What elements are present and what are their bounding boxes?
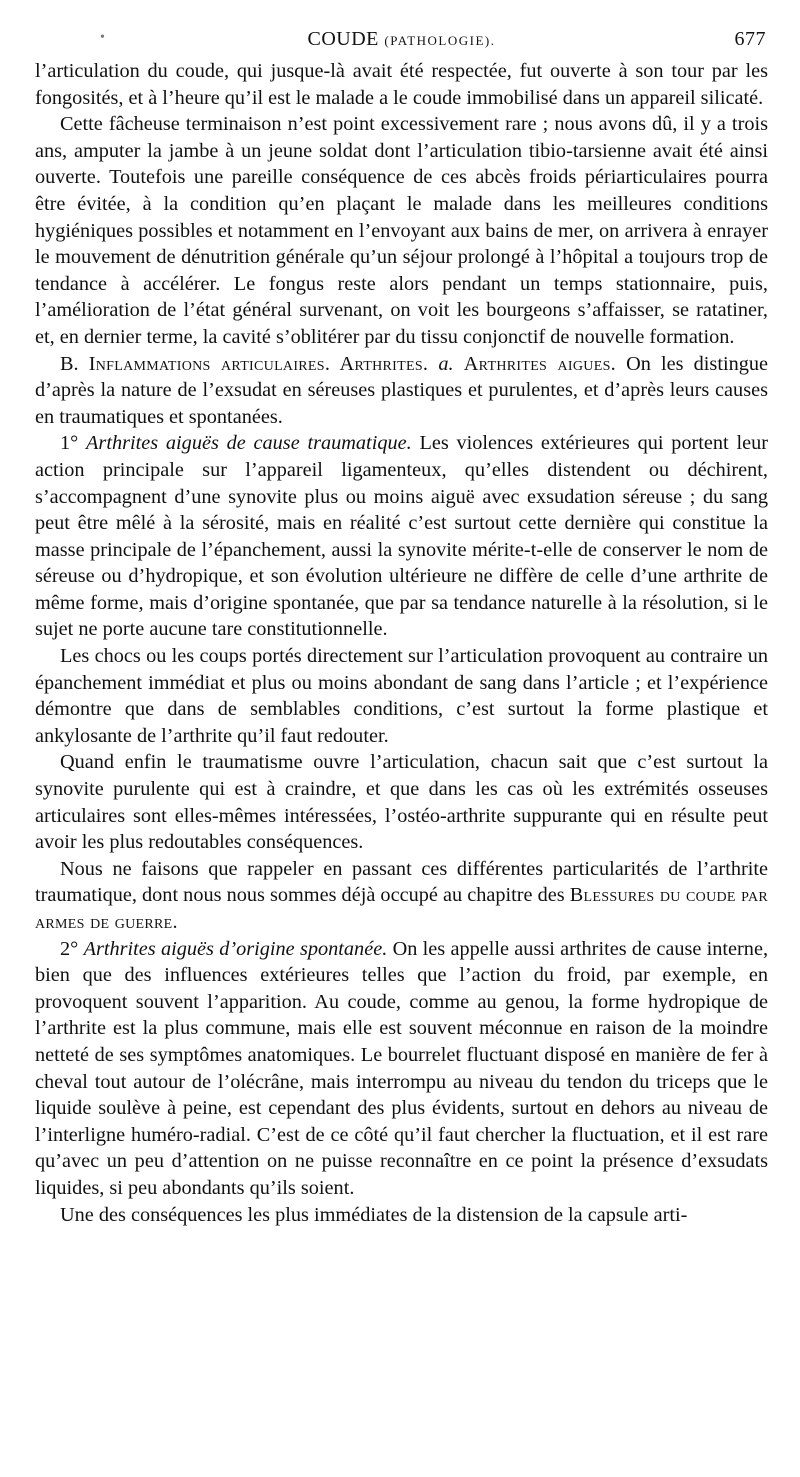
paragraph: [35, 749, 768, 855]
running-header: [35, 28, 768, 58]
item-heading: Arthrites aiguës de cause traumatique.: [86, 432, 412, 455]
item-number: 2°: [60, 937, 79, 960]
item-number: 1°: [60, 432, 79, 455]
paragraph: [35, 430, 768, 643]
paragraph-text: Les chocs ou les coups portés directement sur l’articulation provoquent au contraire un épanchement immédiat et plus ou moins abondant de sang dans l’article ; et l’expérience démontre que dans de semblables conditions, c’est surtout la forme plastique et ankylosante de l’arthrite qu’il faut redouter.: [35, 645, 768, 747]
running-title: [35, 28, 768, 51]
body-text: [35, 58, 768, 1228]
section-label: B.: [60, 352, 79, 375]
paragraph-text: l’articulation du coude, qui jusque-là avait été respectée, fut ouverte à son tour par les fongosités, et à l’heure qu’il est le malade a le coude immobilisé dans un appareil silicaté.: [35, 60, 768, 109]
section-heading: Inflammations articulaires. Arthrites.: [88, 352, 429, 375]
paragraph: [35, 936, 768, 1202]
paragraph-text: Nous ne faisons que rappeler en passant ces différentes particularités de l’arthrite traumatique, dont nous nous sommes déjà occupé au chapitre des: [35, 857, 768, 907]
paragraph-text: Une des conséquences les plus immédiates de la distension de la capsule arti-: [60, 1203, 688, 1226]
running-title-main: COUDE: [307, 28, 379, 50]
paragraph: [35, 643, 768, 749]
paragraph-text: Cette fâcheuse terminaison n’est point excessivement rare ; nous avons dû, il y a trois ans, amputer la jambe à un jeune soldat dont l’articulation tibio-tarsienne avait été ainsi ouverte. Toutefois une pareille conséquence de ces abcès froids périarticulaires pourra être évitée, à la condition qu’en plaçant le malade dans les meilleures conditions hygiéniques possibles et notamment en l’envoyant aux bains de mer, on arrivera à enrayer le mouvement de dénutrition générale qu’un séjour prolongé à l’hôpital a toujours trop de tendance à accélérer. Le fongus reste alors pendant un temps stationnaire, puis, l’amélioration de l’état général survenant, on voit les bourgeons s’affaisser, se ratatiner, et, en dernier terme, la cavité s’oblitérer par du tissu conjonctif de nouvelle formation.: [35, 113, 768, 348]
paragraph: [35, 58, 768, 111]
subsection-heading: Arthrites aigues.: [463, 352, 617, 375]
paragraph: [35, 351, 768, 431]
chapter-reference: Blessures du coude par armes de guerre.: [35, 884, 768, 933]
subsection-label: a.: [438, 352, 454, 375]
paragraph: [35, 856, 768, 936]
paragraph: [35, 111, 768, 350]
page-number: 677: [734, 28, 766, 50]
paragraph-text: Les violences extérieures qui portent leur action principale sur l’appareil ligamenteux, qu’elles distendent ou déchirent, s’accompagnent d’une synovite plus ou moins aiguë avec exsudation séreuse ; du sang peut être mêlé à la sérosité, mais en réalité c’est surtout cette dernière qui constitue la masse principale de l’épanchement, aussi la synovite mérite-t-elle de conserver le nom de séreuse ou d’hydropique, et son évolution ultérieure ne diffère de celle d’une arthrite de même forme, mais d’origine spontanée, que par sa tendance naturelle à la résolution, si le sujet ne porte aucune tare constitutionnelle.: [35, 432, 768, 641]
paragraph: [35, 1202, 768, 1229]
paragraph-text: Quand enfin le traumatisme ouvre l’articulation, chacun sait que c’est surtout la synovite purulente qui est à craindre, et que dans les cas où les extrémités osseuses articulaires sont elles-mêmes intéressées, l’ostéo-arthrite suppurante qui en résulte peut avoir les plus redoutables conséquences.: [35, 751, 768, 854]
paragraph-text: On les distingue d’après la nature de l’exsudat en séreuses plastiques et purulentes, et d’après leurs causes en traumatiques et spontanées.: [35, 352, 769, 428]
running-title-sub: (PATHOLOGIE).: [384, 33, 496, 48]
paragraph-text: On les appelle aussi arthrites de cause interne, bien que des influences extérieures telles que l’action du froid, par exemple, en provoquent souvent l’apparition. Au coude, comme au genou, la forme hydropique de l’arthrite est la plus commune, mais elle est souvent méconnue en raison de la moindre netteté de ses symptômes anatomiques. Le bourrelet fluctuant disposé en manière de fer à cheval tout autour de l’olécrâne, mais interrompu au niveau du tendon du triceps que le liquide soulève à peine, est cependant des plus évidents, surtout en dehors au niveau de l’interligne huméro-radial. C’est de ce côté qu’il faut chercher la fluctuation, et il est rare qu’avec un peu d’attention on ne puisse reconnaître en ce point la présence d’exsudats liquides, si peu abondants qu’ils soient.: [35, 937, 769, 1199]
margin-dot: •: [100, 30, 105, 45]
item-heading: Arthrites aiguës d’origine spontanée.: [83, 937, 388, 960]
